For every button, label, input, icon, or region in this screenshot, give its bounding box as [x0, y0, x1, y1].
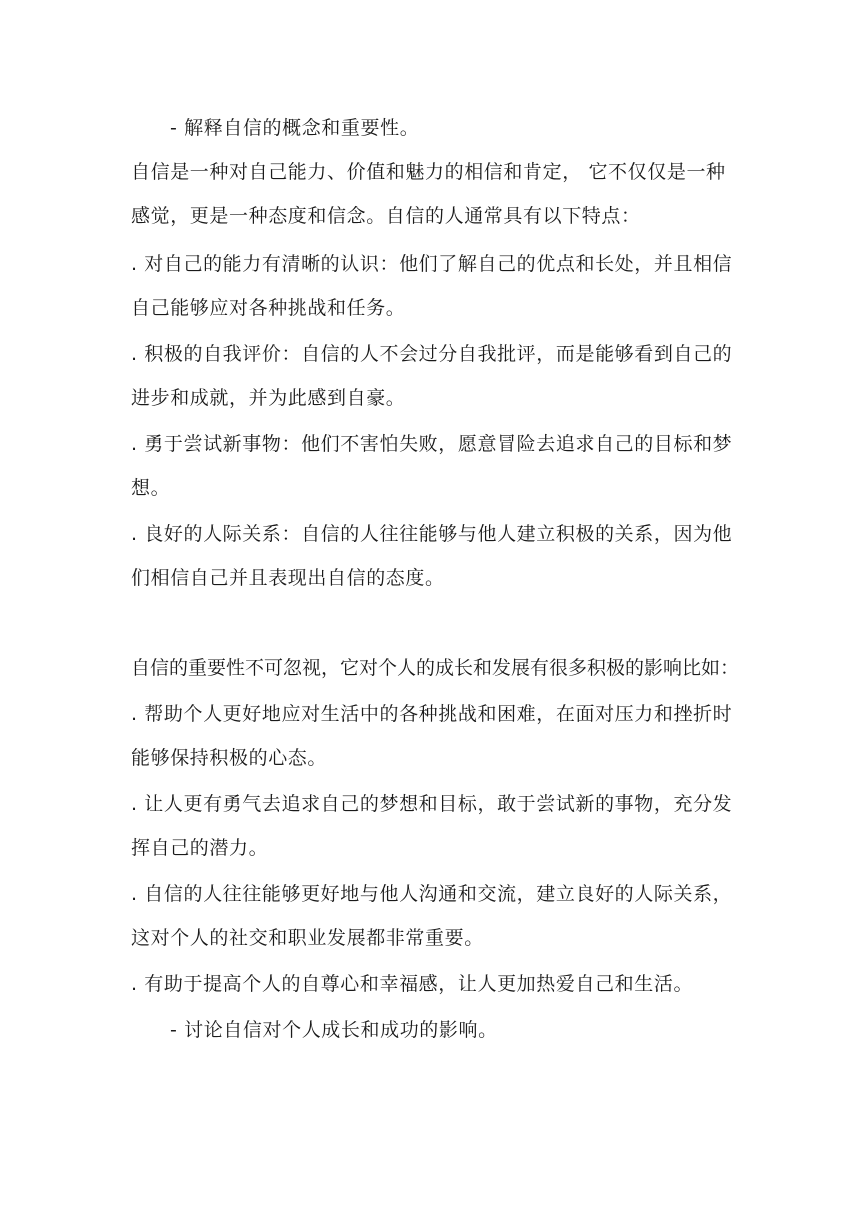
benefit-item-3-line-2: 这对个人的社交和职业发展都非常重要。: [131, 927, 484, 949]
section-heading-concept: - 解释自信的概念和重要性。: [170, 117, 420, 139]
trait-item-2-line-2: 进步和成就，并为此感到自豪。: [131, 387, 406, 409]
importance-intro: 自信的重要性不可忽视，它对个人的成长和发展有很多积极的影响比如：: [131, 657, 740, 679]
benefit-item-3-line-1: . 自信的人往往能够更好地与他人沟通和交流，建立良好的人际关系，: [131, 883, 733, 905]
trait-item-4-line-2: 们相信自己并且表现出自信的态度。: [131, 567, 445, 589]
trait-item-3-line-2: 想。: [131, 477, 171, 499]
trait-item-1-line-1: . 对自己的能力有清晰的认识：他们了解自己的优点和长处，并且相信: [131, 253, 733, 275]
benefit-item-2-line-1: . 让人更有勇气去追求自己的梦想和目标，敢于尝试新的事物，充分发: [131, 793, 733, 815]
section-heading-impact: - 讨论自信对个人成长和成功的影响。: [170, 1019, 498, 1041]
trait-item-4-line-1: . 良好的人际关系：自信的人往往能够与他人建立积极的关系，因为他: [131, 523, 733, 545]
trait-item-2-line-1: . 积极的自我评价：自信的人不会过分自我批评，而是能够看到自己的: [131, 343, 733, 365]
trait-item-1-line-2: 自己能够应对各种挑战和任务。: [131, 297, 406, 319]
trait-item-3-line-1: . 勇于尝试新事物：他们不害怕失败，愿意冒险去追求自己的目标和梦: [131, 433, 733, 455]
benefit-item-4-line-1: . 有助于提高个人的自尊心和幸福感，让人更加热爱自己和生活。: [131, 973, 694, 995]
intro-line-1: 自信是一种对自己能力、价值和魅力的相信和肯定， 它不仅仅是一种: [131, 161, 726, 183]
benefit-item-2-line-2: 挥自己的潜力。: [131, 837, 269, 859]
benefit-item-1-line-1: . 帮助个人更好地应对生活中的各种挑战和困难，在面对压力和挫折时: [131, 703, 733, 725]
intro-line-2: 感觉，更是一种态度和信念。自信的人通常具有以下特点：: [131, 205, 641, 227]
benefit-item-1-line-2: 能够保持积极的心态。: [131, 747, 328, 769]
